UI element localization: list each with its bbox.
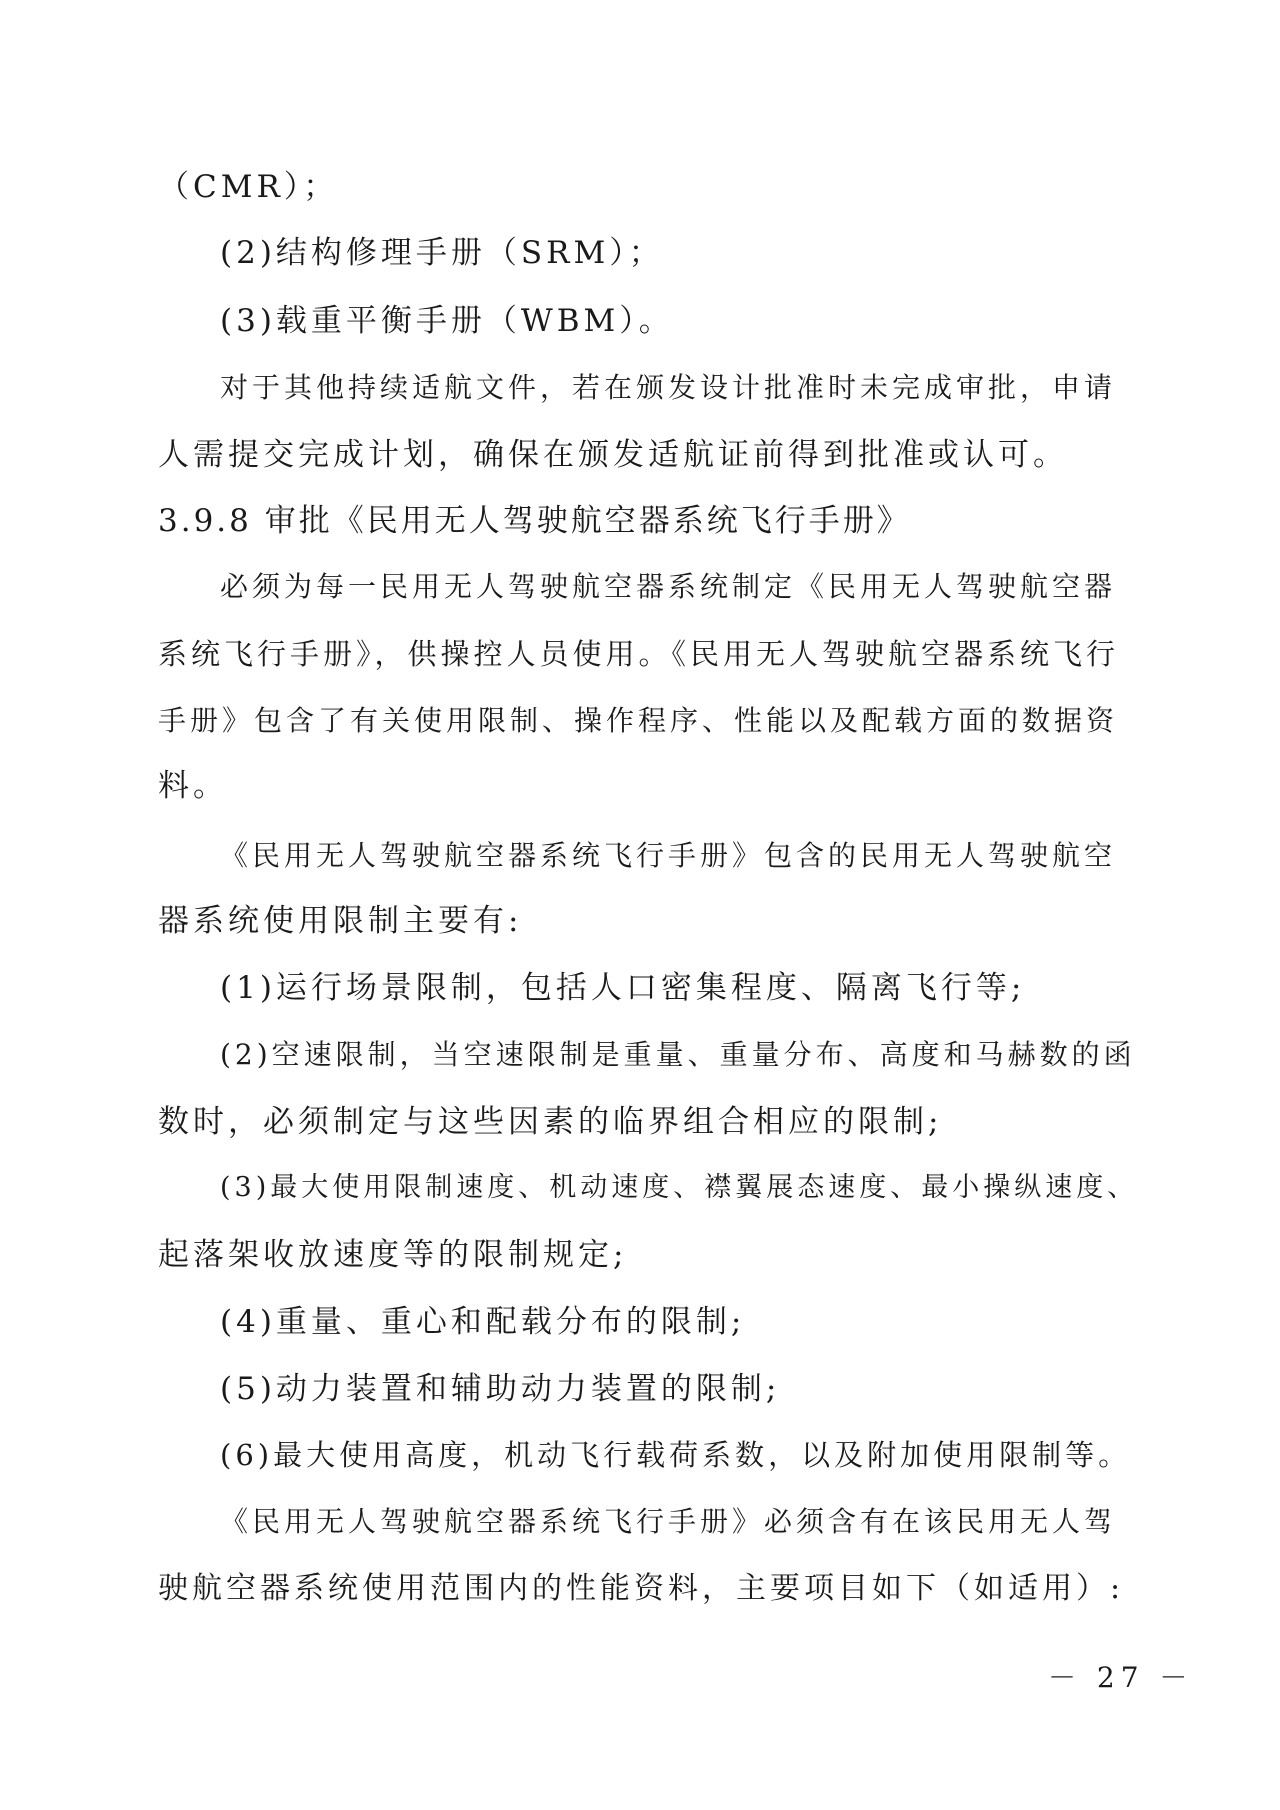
list-item-6: (6)最大使用高度，机动飞行载荷系数，以及附加使用限制等。 xyxy=(220,1438,1132,1472)
list-item-1: (1)运行场景限制，包括人口密集程度、隔离飞行等; xyxy=(220,970,1026,1006)
paragraph-line: 《民用无人驾驶航空器系统飞行手册》包含的民用无人驾驶航空 xyxy=(220,839,1117,872)
paragraph-line: 驶航空器系统使用范围内的性能资料，主要项目如下（如适用）: xyxy=(158,1571,1125,1606)
list-item-2-continued: 数时，必须制定与这些因素的临界组合相应的限制; xyxy=(158,1104,943,1140)
section-heading-3-9-8: 3.9.8 审批《民用无人驾驶航空器系统飞行手册》 xyxy=(158,503,911,539)
list-item-4: (4)重量、重心和配载分布的限制; xyxy=(220,1304,746,1340)
list-item-5: (5)动力装置和辅助动力装置的限制; xyxy=(220,1371,781,1407)
paragraph-line: 必须为每一民用无人驾驶航空器系统制定《民用无人驾驶航空器 xyxy=(220,570,1117,603)
list-item-2: (2)空速限制，当空速限制是重量、重量分布、高度和马赫数的函 xyxy=(220,1038,1136,1071)
text-line-cmr: （CMR）； xyxy=(158,169,339,205)
paragraph-line: 料。 xyxy=(158,768,228,804)
paragraph-line: 对于其他持续适航文件，若在颁发设计批准时未完成审批，申请 xyxy=(220,371,1117,404)
list-item-3: (3)最大使用限制速度、机动速度、襟翼展态速度、最小操纵速度、 xyxy=(220,1172,1139,1203)
paragraph-line: 器系统使用限制主要有: xyxy=(158,903,523,939)
paragraph-line: 手册》包含了有关使用限制、操作程序、性能以及配载方面的数据资 xyxy=(158,704,1119,737)
paragraph-line: 《民用无人驾驶航空器系统飞行手册》必须含有在该民用无人驾 xyxy=(220,1505,1117,1538)
list-item-srm: (2)结构修理手册（SRM）； xyxy=(220,235,664,271)
paragraph-line: 系统飞行手册》，供操控人员使用。《民用无人驾驶航空器系统飞行 xyxy=(158,637,1120,671)
paragraph-line: 人需提交完成计划，确保在颁发适航证前得到批准或认可。 xyxy=(158,437,1068,473)
list-item-3-continued: 起落架收放速度等的限制规定; xyxy=(158,1237,628,1273)
list-item-wbm: (3)载重平衡手册（WBM）。 xyxy=(220,303,674,339)
page-number: － 27 － xyxy=(1048,1661,1194,1694)
